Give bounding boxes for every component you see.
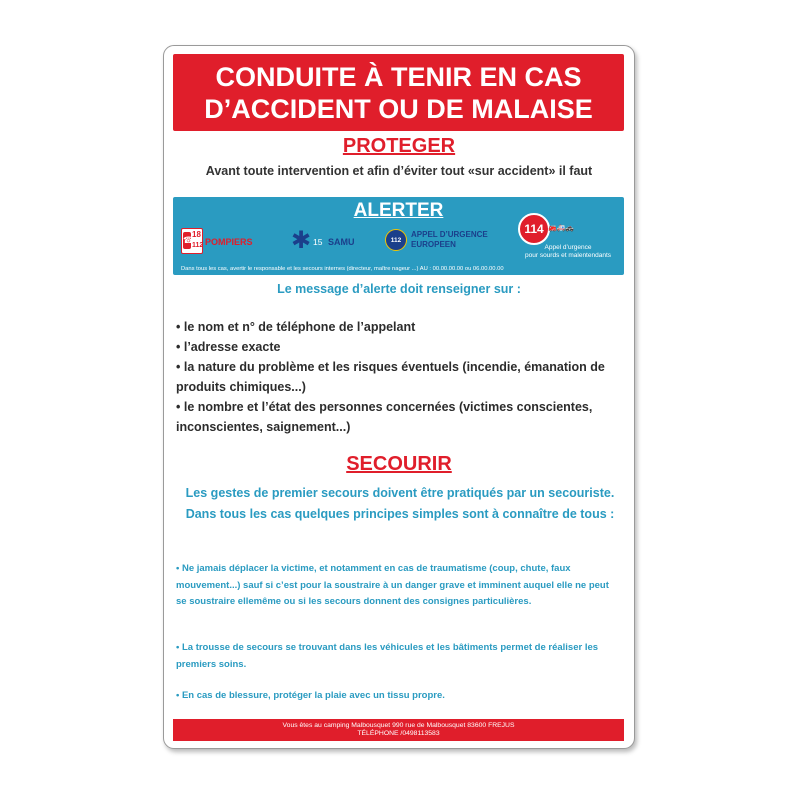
eu-label-line-2: EUROPEEN — [411, 240, 456, 249]
deaf-114-icon: 114 — [518, 213, 550, 245]
title-line-1: CONDUITE À TENIR EN CAS — [215, 61, 582, 92]
secourir-point-3: • En cas de blessure, protéger la plaie avec un tissu propre. — [176, 690, 445, 701]
title-banner — [173, 54, 624, 131]
pompiers-num-2: 112 — [192, 242, 204, 249]
message-title: Le message d’alerte doit renseigner sur : — [277, 282, 521, 296]
deaf-label-line-1: Appel d’urgence — [544, 244, 592, 251]
pompiers-phone-icon — [181, 228, 203, 254]
message-list — [176, 317, 616, 437]
secourir-point-1: • Ne jamais déplacer la victime, et notamment en cas de traumatisme (coup, chute, faux mouvement...) sauf si c’est pour la soustraire à un danger grave et imminent auquel elle ne peut se soustraire ellemême ou si les secours donnent des consignes particulières. — [176, 563, 609, 607]
footer-phone: TÉLÉPHONE /0498113583 — [357, 730, 440, 737]
eu-112-icon: 112 — [385, 229, 407, 251]
eu-label — [411, 230, 488, 250]
list-item: • le nombre et l’état des personnes concernées (victimes conscientes, inconscientes, saignement...) — [176, 400, 593, 434]
secourir-heading: SECOURIR — [346, 453, 452, 475]
list-item: • le nom et n° de téléphone de l’appelant — [176, 320, 416, 334]
alerter-box — [173, 197, 624, 275]
eu-label-line-1: APPEL D’URGENCE — [411, 230, 488, 239]
secourir-intro: Les gestes de premier secours doivent être pratiqués par un secouriste. Dans tous les cas quelques principes simples sont à connaître de tous : — [185, 486, 615, 521]
alerter-footnote: Dans tous les cas, avertir le responsable et les secours internes (directeur, maître nageur ...) AU : 00.00.00.00 ou 06.00.00.00 — [181, 266, 504, 272]
pompiers-label: POMPIERS — [205, 237, 253, 247]
proteger-text: Avant toute intervention et afin d’éviter tout «sur accident» il faut — [205, 164, 593, 178]
list-item: • la nature du problème et les risques éventuels (incendie, émanation de produits chimiques...) — [176, 360, 605, 394]
deaf-label-line-2: pour sourds et malentendants — [525, 252, 611, 259]
proteger-heading: PROTEGER — [342, 135, 456, 157]
list-item: • l’adresse exacte — [176, 340, 281, 354]
pompiers-num-1: 18 — [192, 230, 201, 239]
samu-label: SAMU — [328, 237, 355, 247]
footer-address: Vous êtes au camping Malbousquet 990 rue de Malbousquet 83600 FREJUS — [282, 721, 515, 729]
deaf-label — [513, 244, 623, 260]
secourir-point-2: • La trousse de secours se trouvant dans les véhicules et les bâtiments permet de réaliser les premiers soins. — [176, 642, 599, 670]
star-of-life-icon: ✱ — [291, 227, 312, 254]
emergency-vehicles-icon: 🚒🚑🚓 — [548, 225, 575, 232]
alerter-heading: ALERTER — [353, 200, 444, 221]
samu-number: 15 — [313, 237, 323, 247]
title-line-2: D’ACCIDENT OU DE MALAISE — [204, 93, 593, 124]
phone-icon: ☎ — [183, 232, 191, 249]
footer-banner — [173, 719, 624, 741]
safety-sign — [163, 45, 635, 749]
